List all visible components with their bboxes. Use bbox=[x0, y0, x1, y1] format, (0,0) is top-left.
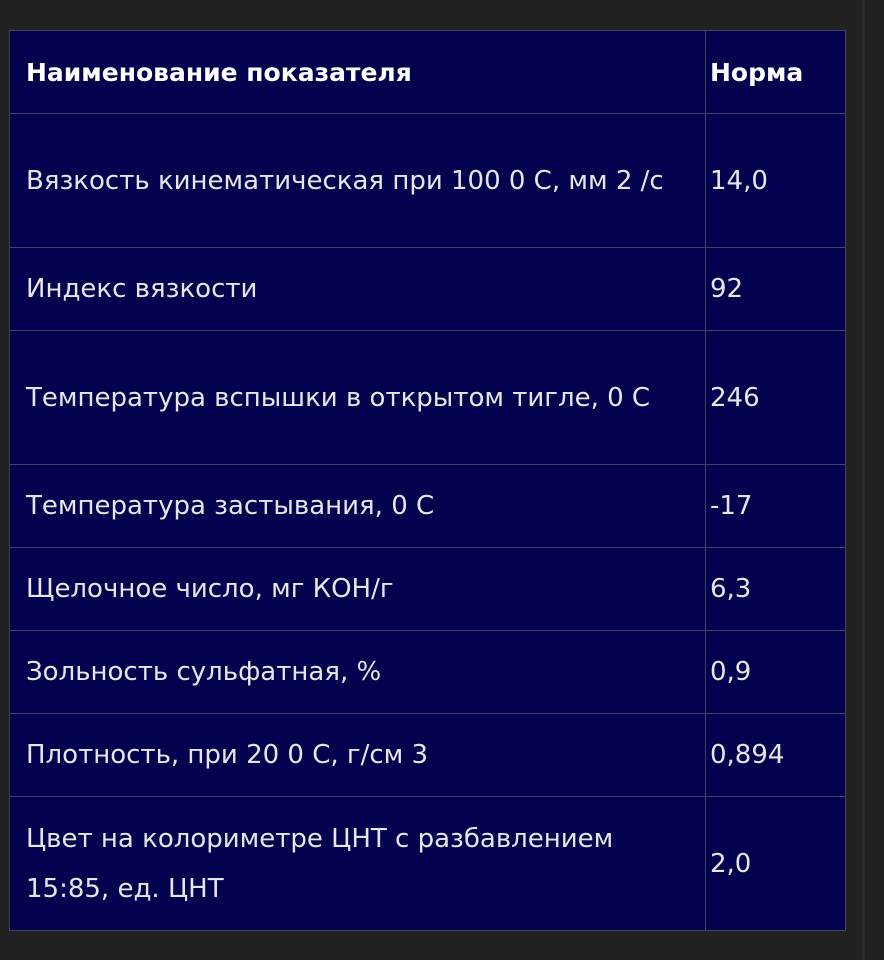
parameter-value: 2,0 bbox=[706, 797, 846, 931]
table-row bbox=[10, 248, 846, 331]
parameter-value: 92 bbox=[706, 248, 846, 331]
table-row bbox=[10, 714, 846, 797]
parameter-name: Плотность, при 20 0 С, г/см 3 bbox=[10, 714, 706, 797]
parameter-value: -17 bbox=[706, 465, 846, 548]
parameter-name: Температура вспышки в открытом тигле, 0 С bbox=[10, 331, 706, 465]
table-row bbox=[10, 331, 846, 465]
table-row bbox=[10, 548, 846, 631]
column-header-name: Наименование показателя bbox=[10, 31, 706, 114]
parameter-name: Щелочное число, мг КОН/г bbox=[10, 548, 706, 631]
parameter-name: Температура застывания, 0 С bbox=[10, 465, 706, 548]
parameter-value: 0,894 bbox=[706, 714, 846, 797]
parameter-name: Зольность сульфатная, % bbox=[10, 631, 706, 714]
table-row bbox=[10, 465, 846, 548]
scrollbar-track[interactable] bbox=[862, 0, 865, 960]
table-row bbox=[10, 797, 846, 931]
parameter-value: 6,3 bbox=[706, 548, 846, 631]
parameter-value: 246 bbox=[706, 331, 846, 465]
column-header-norm: Норма bbox=[706, 31, 846, 114]
table-row bbox=[10, 631, 846, 714]
table-header-row bbox=[10, 31, 846, 114]
table-row bbox=[10, 114, 846, 248]
specifications-table bbox=[9, 30, 846, 931]
parameter-name: Вязкость кинематическая при 100 0 С, мм 2 /с bbox=[10, 114, 706, 248]
parameter-name: Индекс вязкости bbox=[10, 248, 706, 331]
parameter-name: Цвет на колориметре ЦНТ с разбавлением 15:85, ед. ЦНТ bbox=[10, 797, 706, 931]
parameter-value: 0,9 bbox=[706, 631, 846, 714]
parameter-value: 14,0 bbox=[706, 114, 846, 248]
